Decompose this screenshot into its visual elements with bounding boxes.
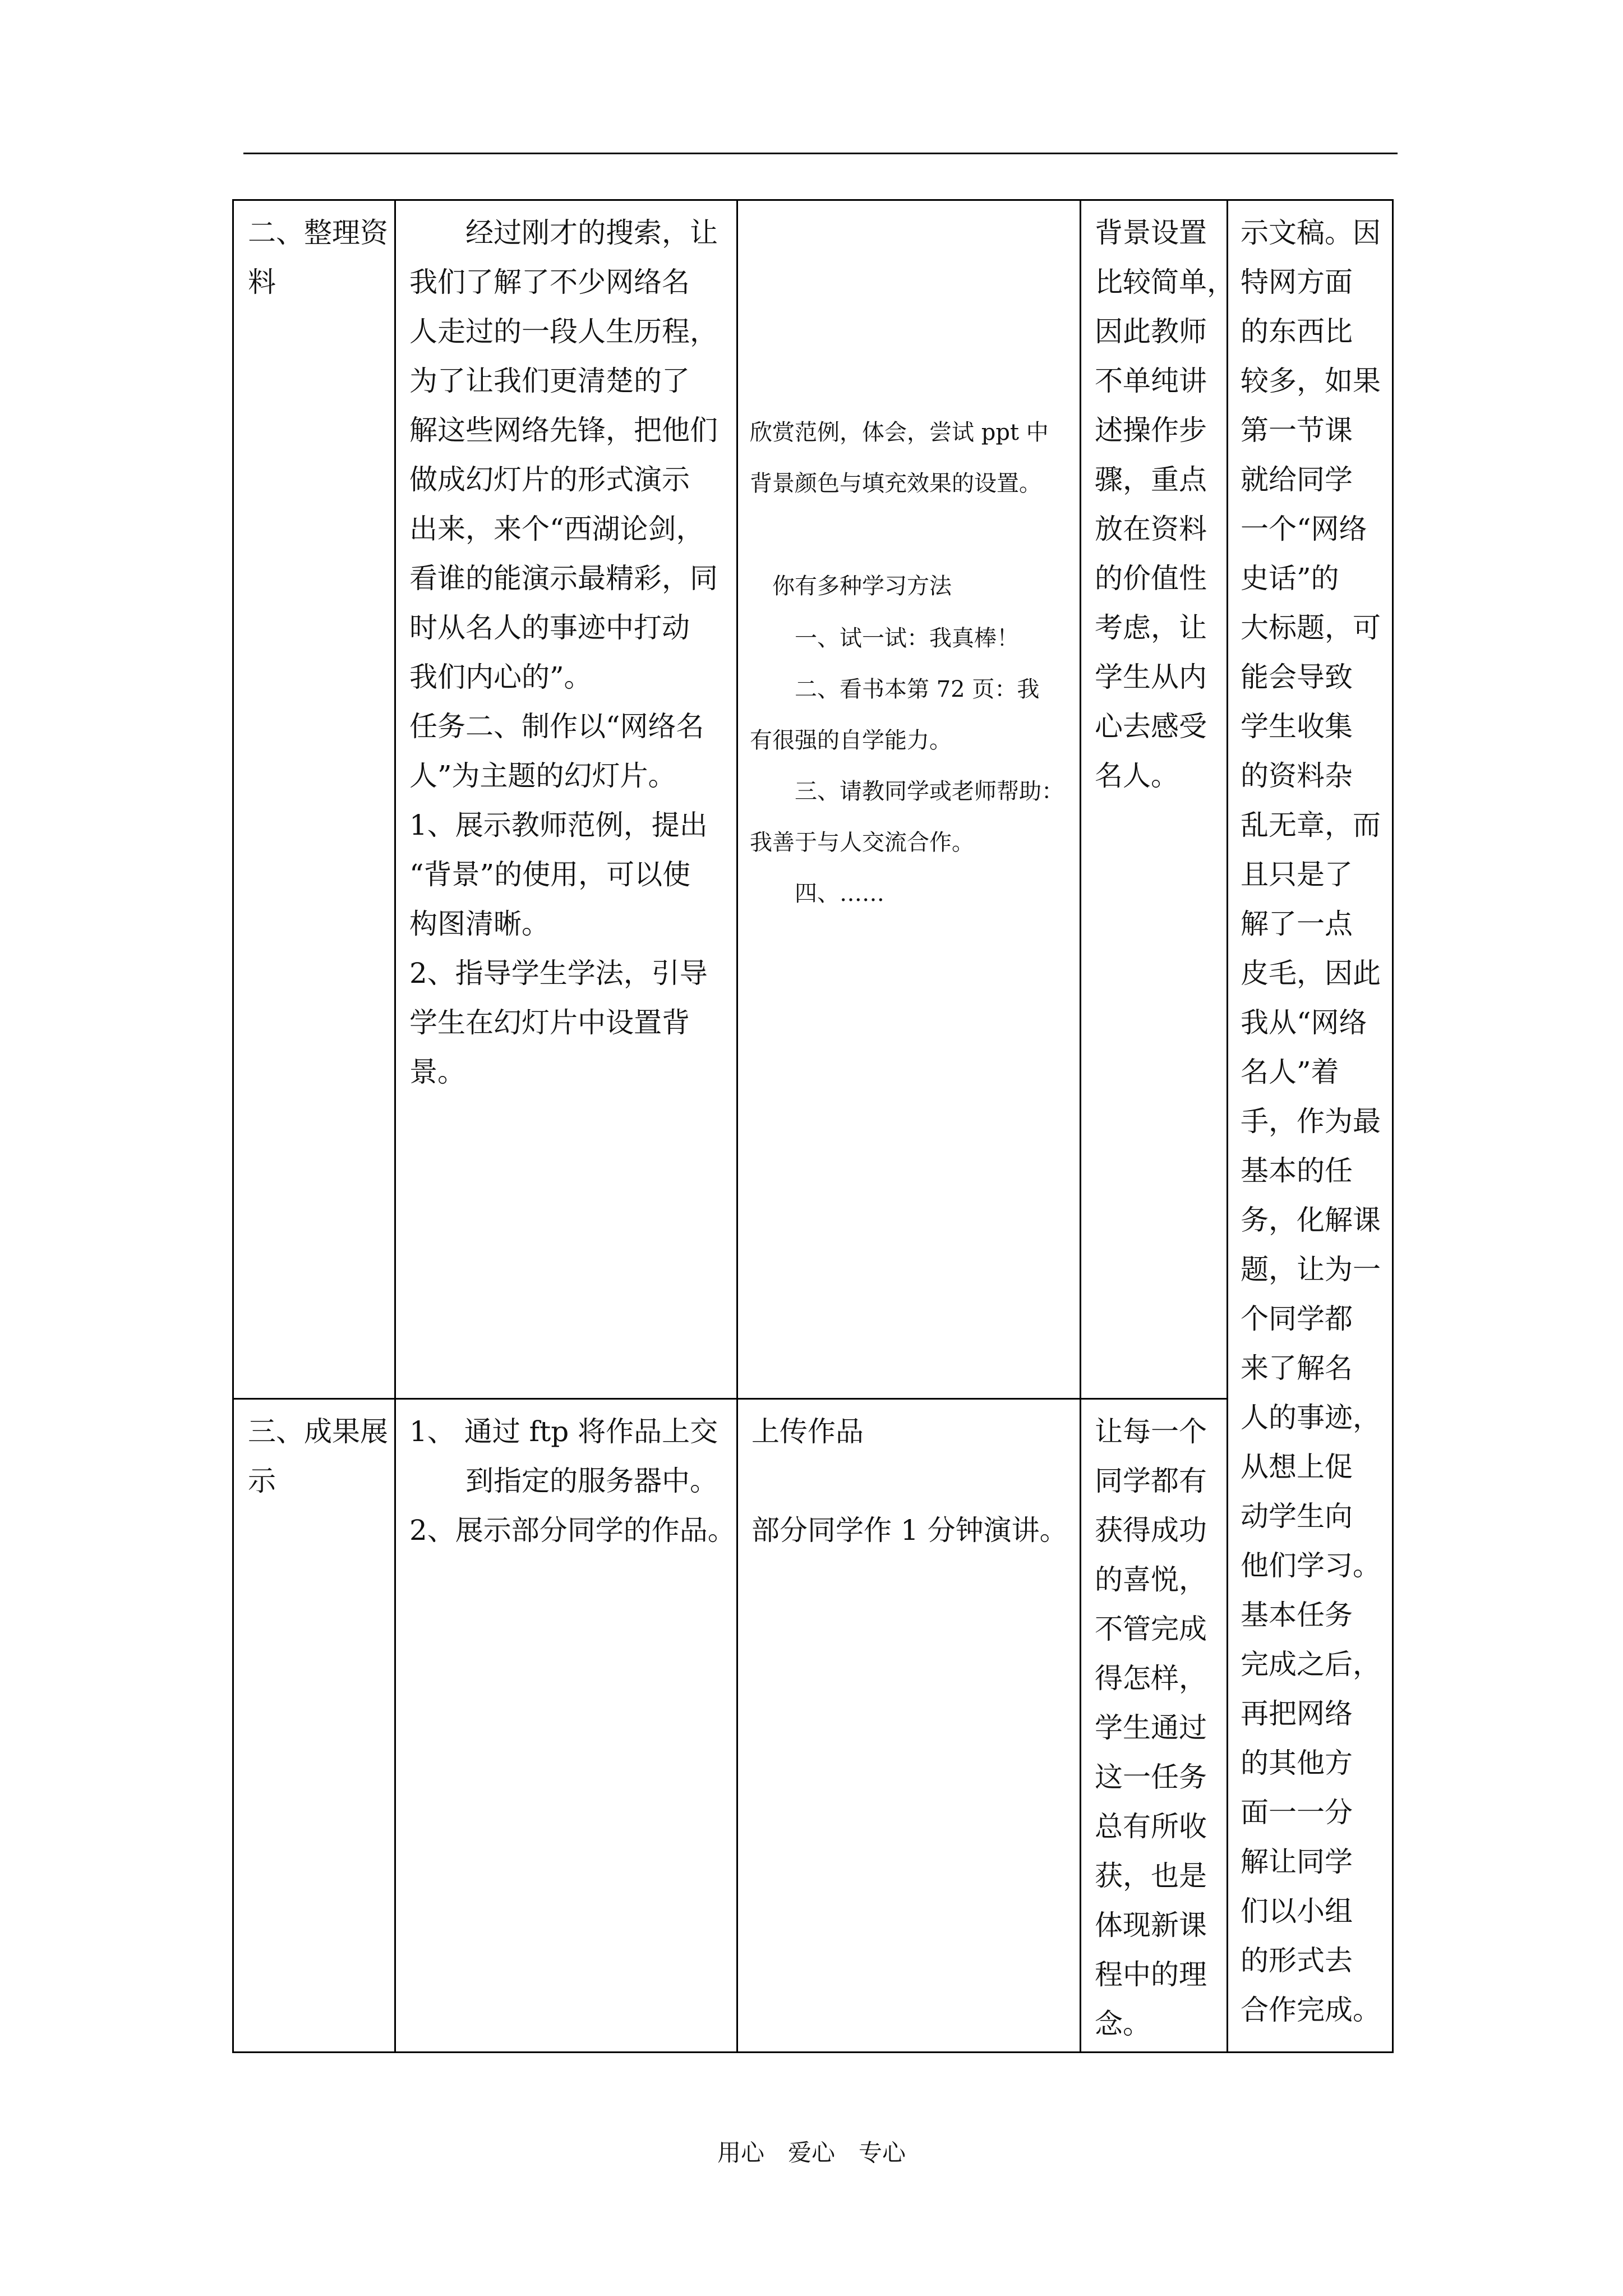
text-line: 部分同学作 1 分钟演讲。 bbox=[751, 1514, 1068, 1547]
text-line: 体现新课 bbox=[1095, 1909, 1207, 1941]
text-line: 做成幻灯片的形式演示 bbox=[409, 463, 690, 496]
text-line: 且只是了 bbox=[1241, 858, 1353, 891]
text-line: 示文稿。因 bbox=[1241, 217, 1381, 249]
text-line: 大标题，可 bbox=[1241, 611, 1381, 644]
text-line: 他们学习。 bbox=[1241, 1549, 1381, 1582]
text-line: 三、请教同学或老师帮助： bbox=[750, 779, 1064, 804]
text-line: 2、展示部分同学的作品。 bbox=[409, 1514, 736, 1547]
text-line: 为了让我们更清楚的了 bbox=[409, 365, 690, 397]
text-line: 三、成果展 bbox=[248, 1415, 388, 1448]
text-line: 就给同学 bbox=[1241, 463, 1353, 496]
text-line: 皮毛，因此 bbox=[1241, 957, 1381, 990]
text-line: 的价值性 bbox=[1095, 562, 1207, 595]
text-line: 背景颜色与填充效果的设置。 bbox=[750, 471, 1041, 496]
text-line: “背景”的使用，可以使 bbox=[409, 858, 691, 891]
page-footer: 用心 爱心 专心 bbox=[717, 2139, 906, 2166]
text-line: 景。 bbox=[409, 1056, 465, 1088]
text-line: 述操作步 bbox=[1095, 414, 1207, 447]
text-line: 务，化解课 bbox=[1241, 1204, 1381, 1236]
text-line: 较多，如果 bbox=[1241, 365, 1381, 397]
text-line: 手，作为最 bbox=[1241, 1105, 1381, 1138]
text-line: 人走过的一段人生历程， bbox=[409, 315, 718, 348]
text-line: 构图清晰。 bbox=[409, 908, 550, 940]
row2-student-cell bbox=[736, 1398, 1081, 2053]
text-line: 1、 通过 ftp 将作品上交 bbox=[409, 1415, 718, 1448]
text-line: 一个“网络 bbox=[1241, 513, 1367, 545]
text-line: 个同学都 bbox=[1241, 1303, 1353, 1335]
text-line: 的东西比 bbox=[1241, 315, 1353, 348]
text-line: 程中的理 bbox=[1095, 1958, 1207, 1991]
text-line: 四、…… bbox=[750, 881, 884, 907]
text-line: 来了解名 bbox=[1241, 1352, 1353, 1384]
text-line: 名人”着 bbox=[1241, 1056, 1339, 1088]
text-line: 2、指导学生学法，引导 bbox=[409, 957, 708, 990]
text-line: 我们内心的”。 bbox=[409, 661, 592, 693]
text-line: 不单纯讲 bbox=[1095, 365, 1207, 397]
text-line: 念。 bbox=[1095, 2008, 1151, 2040]
header-rule bbox=[243, 153, 1398, 154]
text-line: 人”为主题的幻灯片。 bbox=[409, 760, 676, 792]
text-line: 任务二、制作以“网络名 bbox=[409, 710, 704, 743]
text-line: 时从名人的事迹中打动 bbox=[409, 611, 690, 644]
text-line: 出来，来个“西湖论剑， bbox=[409, 513, 704, 545]
text-line: 总有所收 bbox=[1095, 1810, 1207, 1843]
text-line: 到指定的服务器中。 bbox=[409, 1465, 718, 1497]
text-line: 同学都有 bbox=[1095, 1465, 1207, 1497]
text-line: 放在资料 bbox=[1095, 513, 1207, 545]
text-line: 的其他方 bbox=[1241, 1747, 1353, 1779]
text-line: 料 bbox=[248, 266, 276, 298]
text-line: 1、展示教师范例，提出 bbox=[409, 809, 708, 841]
text-line: 动学生向 bbox=[1241, 1500, 1353, 1533]
text-line: 学生通过 bbox=[1095, 1711, 1207, 1744]
text-line: 解让同学 bbox=[1241, 1846, 1353, 1878]
text-line: 你有多种学习方法 bbox=[750, 573, 952, 599]
text-line: 们以小组 bbox=[1241, 1895, 1353, 1927]
text-line: 解这些网络先锋，把他们 bbox=[409, 414, 718, 447]
text-line: 特网方面 bbox=[1241, 266, 1353, 298]
text-line: 能会导致 bbox=[1241, 661, 1353, 693]
text-line: 合作完成。 bbox=[1241, 1994, 1381, 2026]
text-line: 我从“网络 bbox=[1241, 1006, 1367, 1039]
text-line: 获，也是 bbox=[1095, 1860, 1207, 1892]
text-line: 二、整理资 bbox=[248, 217, 388, 249]
text-line: 示 bbox=[248, 1465, 276, 1497]
text-line: 我们了解了不少网络名 bbox=[409, 266, 690, 298]
text-line: 心去感受 bbox=[1095, 710, 1207, 743]
text-line: 名人。 bbox=[1095, 760, 1179, 792]
text-line: 史话”的 bbox=[1241, 562, 1339, 595]
text-line: 我善于与人交流合作。 bbox=[750, 830, 974, 855]
text-line: 人的事迹， bbox=[1241, 1401, 1381, 1434]
text-line: 让每一个 bbox=[1095, 1415, 1207, 1448]
text-line: 学生在幻灯片中设置背 bbox=[409, 1006, 690, 1039]
text-line: 题，让为一 bbox=[1241, 1253, 1381, 1286]
text-line: 解了一点 bbox=[1241, 908, 1353, 940]
text-line: 的喜悦， bbox=[1095, 1563, 1207, 1596]
text-line: 因此教师 bbox=[1095, 315, 1207, 348]
text-line: 从想上促 bbox=[1241, 1451, 1353, 1483]
text-line: 基本任务 bbox=[1241, 1599, 1353, 1631]
text-line: 不管完成 bbox=[1095, 1613, 1207, 1645]
text-line: 完成之后， bbox=[1241, 1648, 1381, 1681]
text-line: 获得成功 bbox=[1095, 1514, 1207, 1547]
text-line: 欣赏范例，体会，尝试 ppt 中 bbox=[750, 420, 1049, 445]
text-line: 乱无章，而 bbox=[1241, 809, 1381, 841]
text-line: 的资料杂 bbox=[1241, 760, 1353, 792]
text-line: 比较简单， bbox=[1095, 266, 1235, 298]
text-line: 上传作品 bbox=[751, 1415, 864, 1448]
text-line: 经过刚才的搜索，让 bbox=[409, 217, 718, 249]
text-line: 面一一分 bbox=[1241, 1796, 1353, 1829]
text-line: 的形式去 bbox=[1241, 1944, 1353, 1977]
text-line: 第一节课 bbox=[1241, 414, 1353, 447]
text-line: 基本的任 bbox=[1241, 1154, 1353, 1187]
text-line: 学生从内 bbox=[1095, 661, 1207, 693]
text-line: 看谁的能演示最精彩，同 bbox=[409, 562, 718, 595]
text-line: 背景设置 bbox=[1095, 217, 1207, 249]
text-line: 考虑，让 bbox=[1095, 611, 1207, 644]
text-line: 有很强的自学能力。 bbox=[750, 728, 952, 753]
text-line: 这一任务 bbox=[1095, 1761, 1207, 1793]
text-line: 得怎样， bbox=[1095, 1662, 1207, 1695]
text-line: 骤，重点 bbox=[1095, 463, 1207, 496]
row1-stage-cell bbox=[232, 199, 396, 1400]
text-line: 一、试一试：我真棒！ bbox=[750, 625, 1019, 651]
text-line: 学生收集 bbox=[1241, 710, 1353, 743]
text-line: 二、看书本第 72 页：我 bbox=[750, 677, 1040, 702]
text-line: 再把网络 bbox=[1241, 1697, 1353, 1730]
